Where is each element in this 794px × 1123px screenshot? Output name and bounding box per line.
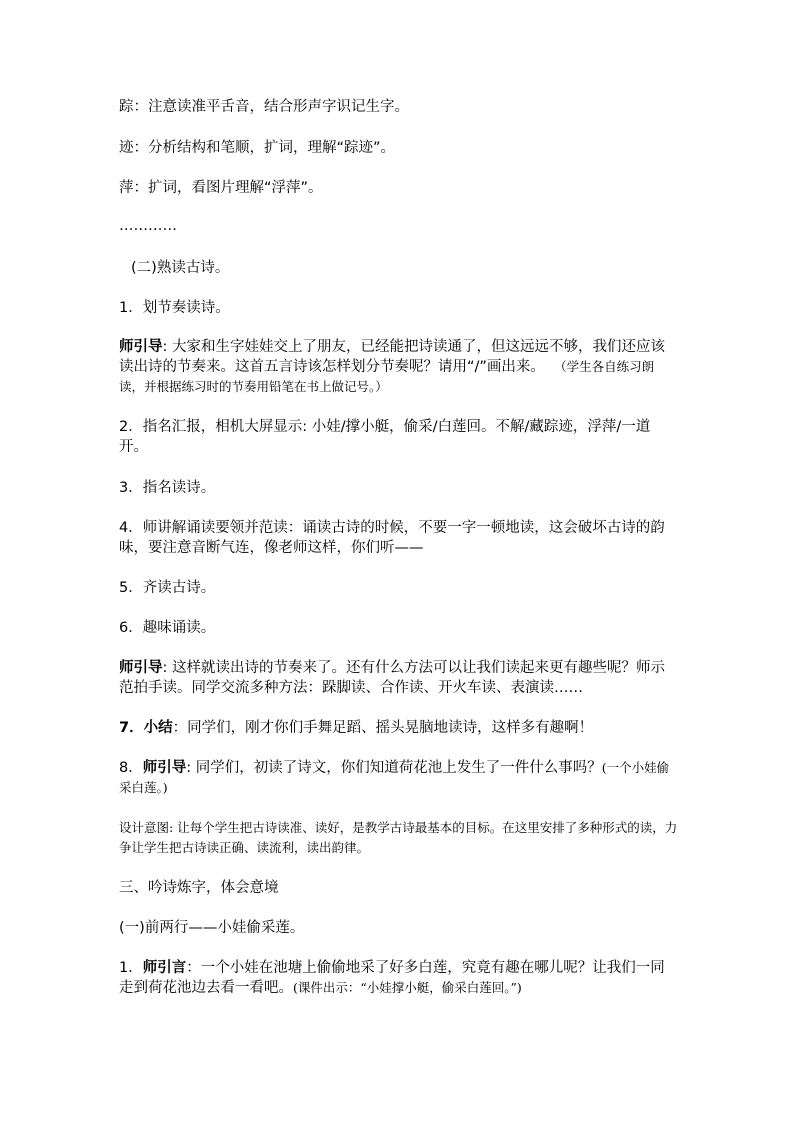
student-note: （学生各自练习朗读，并根据练习时的节奏用铅笔在书上做记号。） bbox=[119, 359, 655, 394]
ellipsis-line: ………… bbox=[119, 218, 177, 234]
paragraph-step-7 bbox=[119, 718, 679, 738]
paragraph-design-intent bbox=[119, 818, 679, 858]
paragraph-step-6: 6．趣味诵读。 bbox=[119, 620, 216, 636]
paragraph-step-5: 5．齐读古诗。 bbox=[119, 580, 216, 596]
step-number: 1． bbox=[119, 960, 143, 976]
paragraph-step-2: 2．指名汇报，相机大屏显示: 小娃/撑小艇，偷采/白莲回。不解/藏踪迹，浮萍/一道开。 bbox=[119, 419, 651, 455]
design-intent-text: : 让每个学生把古诗读准、读好，是教学古诗最基本的目标。在这里安排了多种形式的读，力争让学生把古诗读正确、读流利，读出韵律。 bbox=[119, 820, 678, 855]
label-teacher-guide: 师引导 bbox=[142, 760, 187, 776]
summary-text: ：同学们，刚才你们手舞足蹈、摇头晃脑地读诗，这样多有趣啊！ bbox=[172, 720, 594, 736]
label-summary: 7．小结 bbox=[119, 720, 173, 736]
guide-text: : 这样就读出诗的节奏来了。还有什么方法可以让我们读起来更有趣些呢？师示范拍手读。同学交流多种方法：跺脚读、合作读、开火车读、表演读…… bbox=[119, 660, 665, 696]
label-teacher-intro: 师引言 bbox=[142, 960, 187, 976]
paragraph-step-1: 1．划节奏读诗。 bbox=[119, 300, 230, 316]
paragraph-step-8 bbox=[119, 758, 679, 798]
label-teacher-guide: 师引导 bbox=[119, 660, 163, 676]
paragraph-step-4: 4．师讲解诵读要领并范读：诵读古诗的时候，不要一字一顿地读，这会破坏古诗的韵味，要注意音断气连，像老师这样，你们听—— bbox=[119, 520, 665, 556]
section-heading-shudu: (二)熟读古诗。 bbox=[131, 260, 230, 276]
label-design-intent: 设计意图 bbox=[119, 820, 170, 835]
paragraph-step-3: 3．指名读诗。 bbox=[119, 480, 216, 496]
step-number: 8． bbox=[119, 760, 143, 776]
courseware-note: (课件出示：“小娃撑小艇，偷采白莲回。”) bbox=[293, 980, 522, 995]
subsection-heading-first-two-lines: (一)前两行——小娃偷采莲。 bbox=[119, 920, 305, 936]
paragraph-teacher-intro bbox=[119, 958, 679, 998]
guide-text: : 同学们，初读了诗文，你们知道荷花池上发生了一件什么事吗？ bbox=[186, 760, 602, 776]
paragraph-ji: 迹：分析结构和笔顺，扩词，理解“踪迹”。 bbox=[119, 140, 396, 156]
label-teacher-guide: 师引导 bbox=[119, 339, 163, 355]
guide-text: : 大家和生字娃娃交上了朋友，已经能把诗读通了，但这远远不够，我们还应该读出诗的节奏来。这首五言诗该怎样划分节奏呢？请用“/”画出来。 bbox=[119, 339, 665, 375]
paragraph-teacher-guide-2 bbox=[119, 658, 679, 698]
paragraph-ping: 萍：扩词，看图片理解“浮萍”。 bbox=[119, 180, 323, 196]
answer-note: (一个小娃偷采白莲。) bbox=[119, 760, 670, 795]
intro-text: ：一个小娃在池塘上偷偷地采了好多白莲，究竟有趣在哪儿呢？让我们一同走到荷花池边去看一看吧。 bbox=[119, 960, 665, 996]
paragraph-zong: 踪：注意读准平舌音，结合形声字识记生字。 bbox=[119, 99, 409, 115]
paragraph-teacher-guide-1 bbox=[119, 337, 679, 397]
section-heading-yinshi: 三、吟诗炼字，体会意境 bbox=[119, 880, 279, 896]
